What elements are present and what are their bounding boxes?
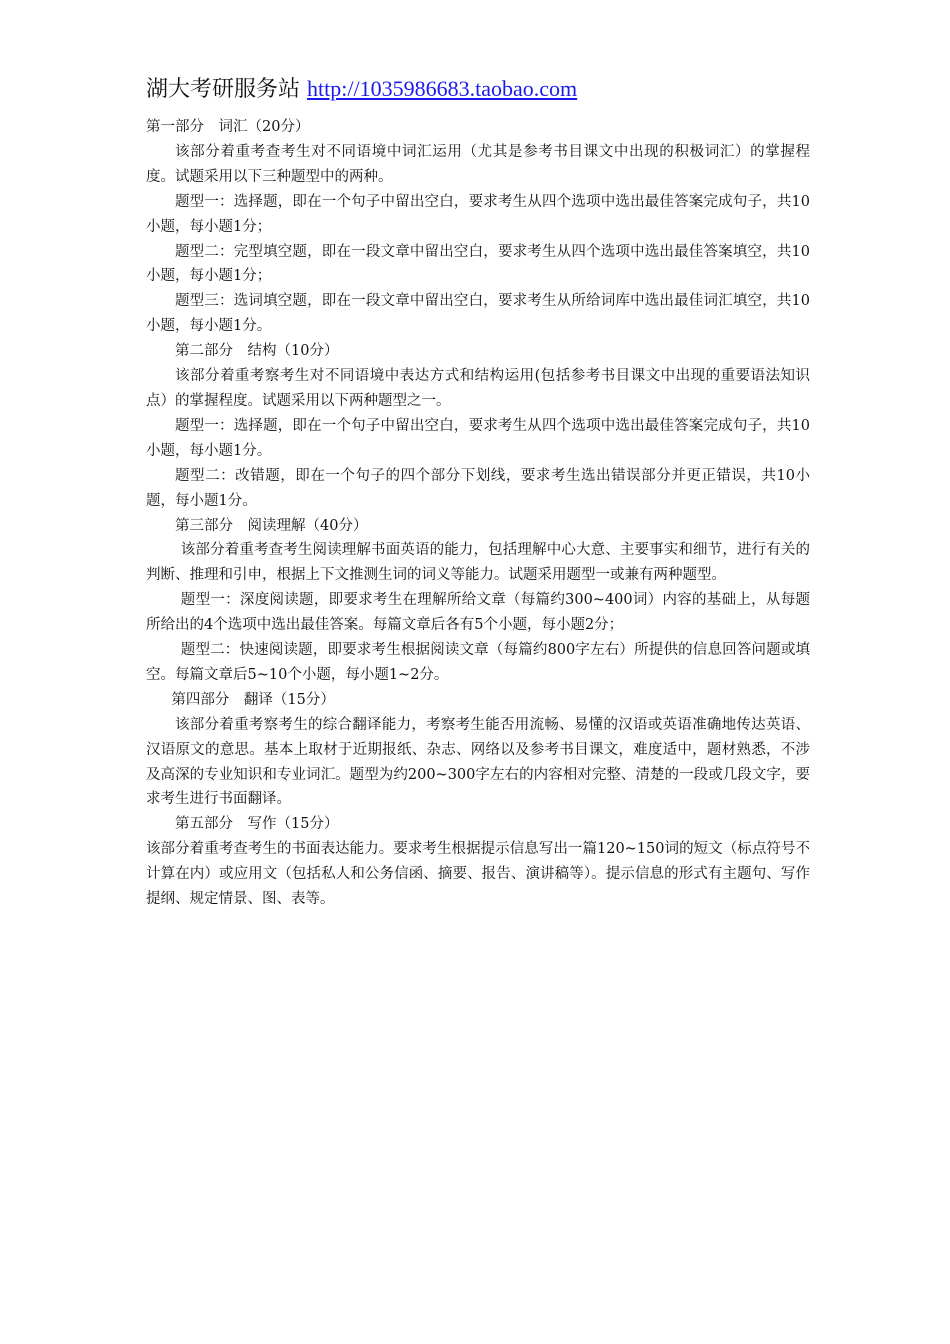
document-body [146, 115, 810, 912]
paragraph: 题型一：深度阅读题，即要求考生在理解所给文章（每篇约300~400词）内容的基础上，从每题所给出的4个选项中选出最佳答案。每篇文章后各有5个小题，每小题2分； [146, 592, 810, 634]
section-heading-2: 第二部分 结构（10分） [175, 343, 339, 360]
paragraph: 题型二：完型填空题，即在一段文章中留出空白，要求考生从四个选项中选出最佳答案填空，共10小题，每小题1分； [146, 243, 810, 285]
paragraph: 题型一：选择题，即在一个句子中留出空白，要求考生从四个选项中选出最佳答案完成句子，共10小题，每小题1分。 [146, 417, 810, 459]
section-heading-4: 第四部分 翻译（15分） [171, 691, 335, 708]
paragraph: 题型一：选择题，即在一个句子中留出空白，要求考生从四个选项中选出最佳答案完成句子，共10小题，每小题1分； [146, 193, 810, 235]
paragraph: 题型二：快速阅读题，即要求考生根据阅读文章（每篇约800字左右）所提供的信息回答问题或填空。每篇文章后5~10个小题，每小题1~2分。 [146, 642, 810, 683]
header [146, 74, 810, 105]
paragraph: 该部分着重考察考生对不同语境中表达方式和结构运用(包括参考书目课文中出现的重要语法知识点）的掌握程度。试题采用以下两种题型之一。 [146, 368, 810, 409]
section-heading-3: 第三部分 阅读理解（40分） [175, 517, 368, 534]
paragraph: 该部分着重考察考生的综合翻译能力，考察考生能否用流畅、易懂的汉语或英语准确地传达英语、汉语原文的意思。基本上取材于近期报纸、杂志、网络以及参考书目课文，难度适中，题材熟悉，不涉及高深的专业知识和专业词汇。题型为约200~300字左右的内容相对完整、清楚的一段或几段文字，要求考生进行书面翻译。 [146, 716, 810, 808]
paragraph: 该部分着重考查考生的书面表达能力。要求考生根据提示信息写出一篇120~150词的短文（标点符号不计算在内）或应用文（包括私人和公务信函、摘要、报告、演讲稿等）。提示信息的形式有主题句、写作提纲、规定情景、图、表等。 [146, 841, 810, 908]
paragraph: 该部分着重考查考生阅读理解书面英语的能力，包括理解中心大意、主要事实和细节，进行有关的判断、推理和引申，根据上下文推测生词的词义等能力。试题采用题型一或兼有两种题型。 [146, 542, 810, 584]
paragraph: 题型二：改错题，即在一个句子的四个部分下划线，要求考生选出错误部分并更正错误，共10小题，每小题1分。 [146, 467, 810, 509]
paragraph: 题型三：选词填空题，即在一段文章中留出空白，要求考生从所给词库中选出最佳词汇填空，共10小题，每小题1分。 [146, 293, 810, 335]
paragraph: 该部分着重考查考生对不同语境中词汇运用（尤其是参考书目课文中出现的积极词汇）的掌握程度。试题采用以下三种题型中的两种。 [146, 143, 810, 185]
section-heading-5: 第五部分 写作（15分） [175, 816, 339, 833]
section-heading-1: 第一部分 词汇（20分） [146, 119, 310, 135]
shop-link[interactable]: http://1035986683.taobao.com [307, 76, 578, 101]
site-name: 湖大考研服务站 [146, 77, 301, 102]
document-page [146, 74, 810, 912]
